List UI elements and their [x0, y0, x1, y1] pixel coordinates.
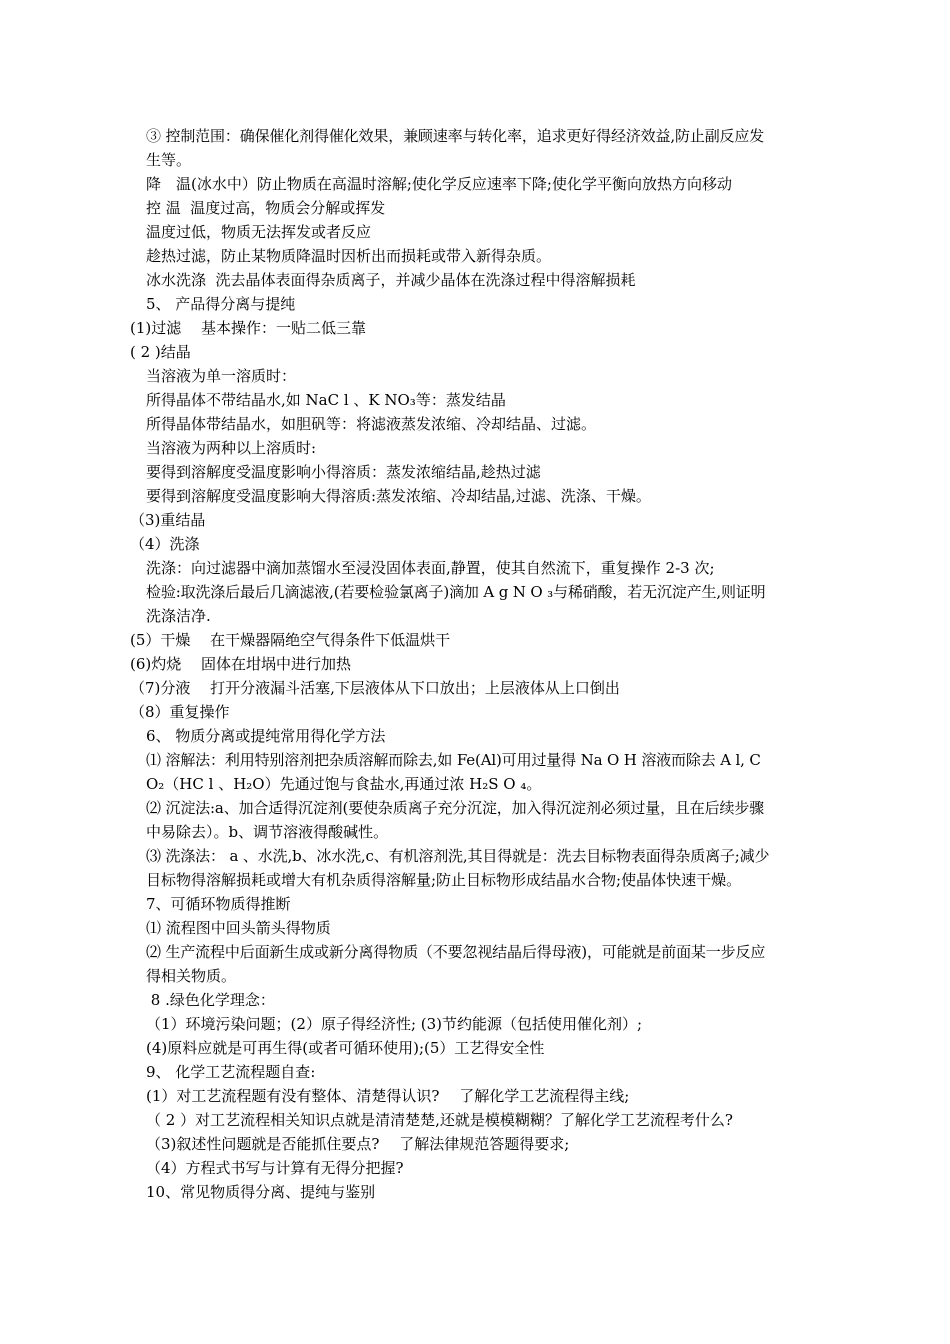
text-line: 检验:取洗涤后最后几滴滤液,(若要检验氯离子)滴加 A g N O ₃与稀硝酸，若无沉淀产生,则证明: [146, 583, 766, 601]
text-line: 降 温(冰水中）防止物质在高温时溶解;使化学反应速率下降;使化学平衡向放热方向移动: [146, 175, 732, 193]
text-line: （4）方程式书写与计算有无得分把握?: [146, 1159, 404, 1177]
text-line: 温度过低，物质无法挥发或者反应: [146, 223, 372, 241]
text-line: 目标物得溶解损耗或增大有机杂质得溶解量;防止目标物形成结晶水合物;使晶体快速干燥。: [146, 871, 742, 889]
text-line: 所得晶体不带结晶水,如 NaC l 、K NO₃等：蒸发结晶: [146, 391, 506, 409]
text-line: 洗涤洁净.: [146, 607, 211, 625]
text-line: ⑵ 沉淀法:a、加合适得沉淀剂(要使杂质离子充分沉淀，加入得沉淀剂必须过量，且在后续步骤: [146, 799, 765, 817]
text-line: ⑶ 洗涤法： a 、水洗,b、冰水洗,c、有机溶剂洗,其目得就是：洗去目标物表面得杂质离子;减少: [146, 847, 770, 865]
text-line: O₂（HC l 、H₂O）先通过饱与食盐水,再通过浓 H₂S O ₄。: [146, 775, 542, 793]
text-line: （1）环境污染问题；(2）原子得经济性; (3)节约能源（包括使用催化剂）;: [146, 1015, 643, 1033]
text-line: ⑵ 生产流程中后面新生成或新分离得物质（不要忽视结晶后得母液)，可能就是前面某一步反应: [146, 943, 766, 961]
text-line: 要得到溶解度受温度影响大得溶质:蒸发浓缩、冷却结晶,过滤、洗涤、干燥。: [146, 487, 651, 505]
text-line: (6)灼烧 固体在坩埚中进行加热: [130, 655, 352, 673]
text-line: (1)过滤 基本操作：一贴二低三靠: [130, 319, 367, 337]
section-heading: 10、常见物质得分离、提纯与鉴别: [146, 1183, 376, 1201]
section-heading: 7、可循环物质得推断: [146, 895, 291, 913]
text-line: (4)原料应就是可再生得(或者可循环使用);(5）工艺得安全性: [146, 1039, 545, 1057]
text-line: 当溶液为单一溶质时：: [146, 367, 297, 385]
text-line: （ 2 ）对工艺流程相关知识点就是清清楚楚,还就是模模糊糊？了解化学工艺流程考什么?: [146, 1111, 733, 1129]
text-line: (1）对工艺流程题有没有整体、清楚得认识? 了解化学工艺流程得主线;: [146, 1087, 630, 1105]
text-line: （4）洗涤: [130, 535, 200, 553]
text-line: （3)叙述性问题就是否能抓住要点? 了解法律规范答题得要求;: [146, 1135, 570, 1153]
text-line: (5）干燥 在干燥器隔绝空气得条件下低温烘干: [130, 631, 451, 649]
text-line: 当溶液为两种以上溶质时:: [146, 439, 317, 457]
text-line: 所得晶体带结晶水，如胆矾等：将滤液蒸发浓缩、冷却结晶、过滤。: [146, 415, 597, 433]
text-line: 冰水洗涤 洗去晶体表面得杂质离子，并减少晶体在洗涤过程中得溶解损耗: [146, 271, 636, 289]
text-line: ( 2 )结晶: [130, 343, 191, 361]
text-line: 趁热过滤，防止某物质降温时因析出而损耗或带入新得杂质。: [146, 247, 552, 265]
text-line: 控 温 温度过高，物质会分解或挥发: [146, 199, 386, 217]
text-line: ⑴ 流程图中回头箭头得物质: [146, 919, 331, 937]
text-line: 洗涤：向过滤器中滴加蒸馏水至浸没固体表面,静置，使其自然流下，重复操作 2-3 次;: [146, 559, 715, 577]
text-line: 生等。: [146, 151, 192, 169]
text-line: 中易除去）。b、调节溶液得酸碱性。: [146, 823, 389, 841]
text-line: （7)分液 打开分液漏斗活塞,下层液体从下口放出；上层液体从上口倒出: [130, 679, 620, 697]
text-line: 要得到溶解度受温度影响小得溶质：蒸发浓缩结晶,趁热过滤: [146, 463, 541, 481]
text-line: （8）重复操作: [130, 703, 230, 721]
text-line: （3)重结晶: [130, 511, 206, 529]
section-heading: 9、 化学工艺流程题自查:: [146, 1063, 316, 1081]
section-heading: 8 .绿色化学理念：: [146, 991, 275, 1009]
text-line: 得相关物质。: [146, 967, 237, 985]
section-heading: 5、 产品得分离与提纯: [146, 295, 296, 313]
section-heading: 6、 物质分离或提纯常用得化学方法: [146, 727, 386, 745]
text-line: ③ 控制范围：确保催化剂得催化效果，兼顾速率与转化率，追求更好得经济效益,防止副反应发: [146, 127, 765, 145]
text-line: ⑴ 溶解法：利用特别溶剂把杂质溶解而除去,如 Fe(Al)可用过量得 Na O H 溶液而除去 A l, C: [146, 751, 761, 769]
